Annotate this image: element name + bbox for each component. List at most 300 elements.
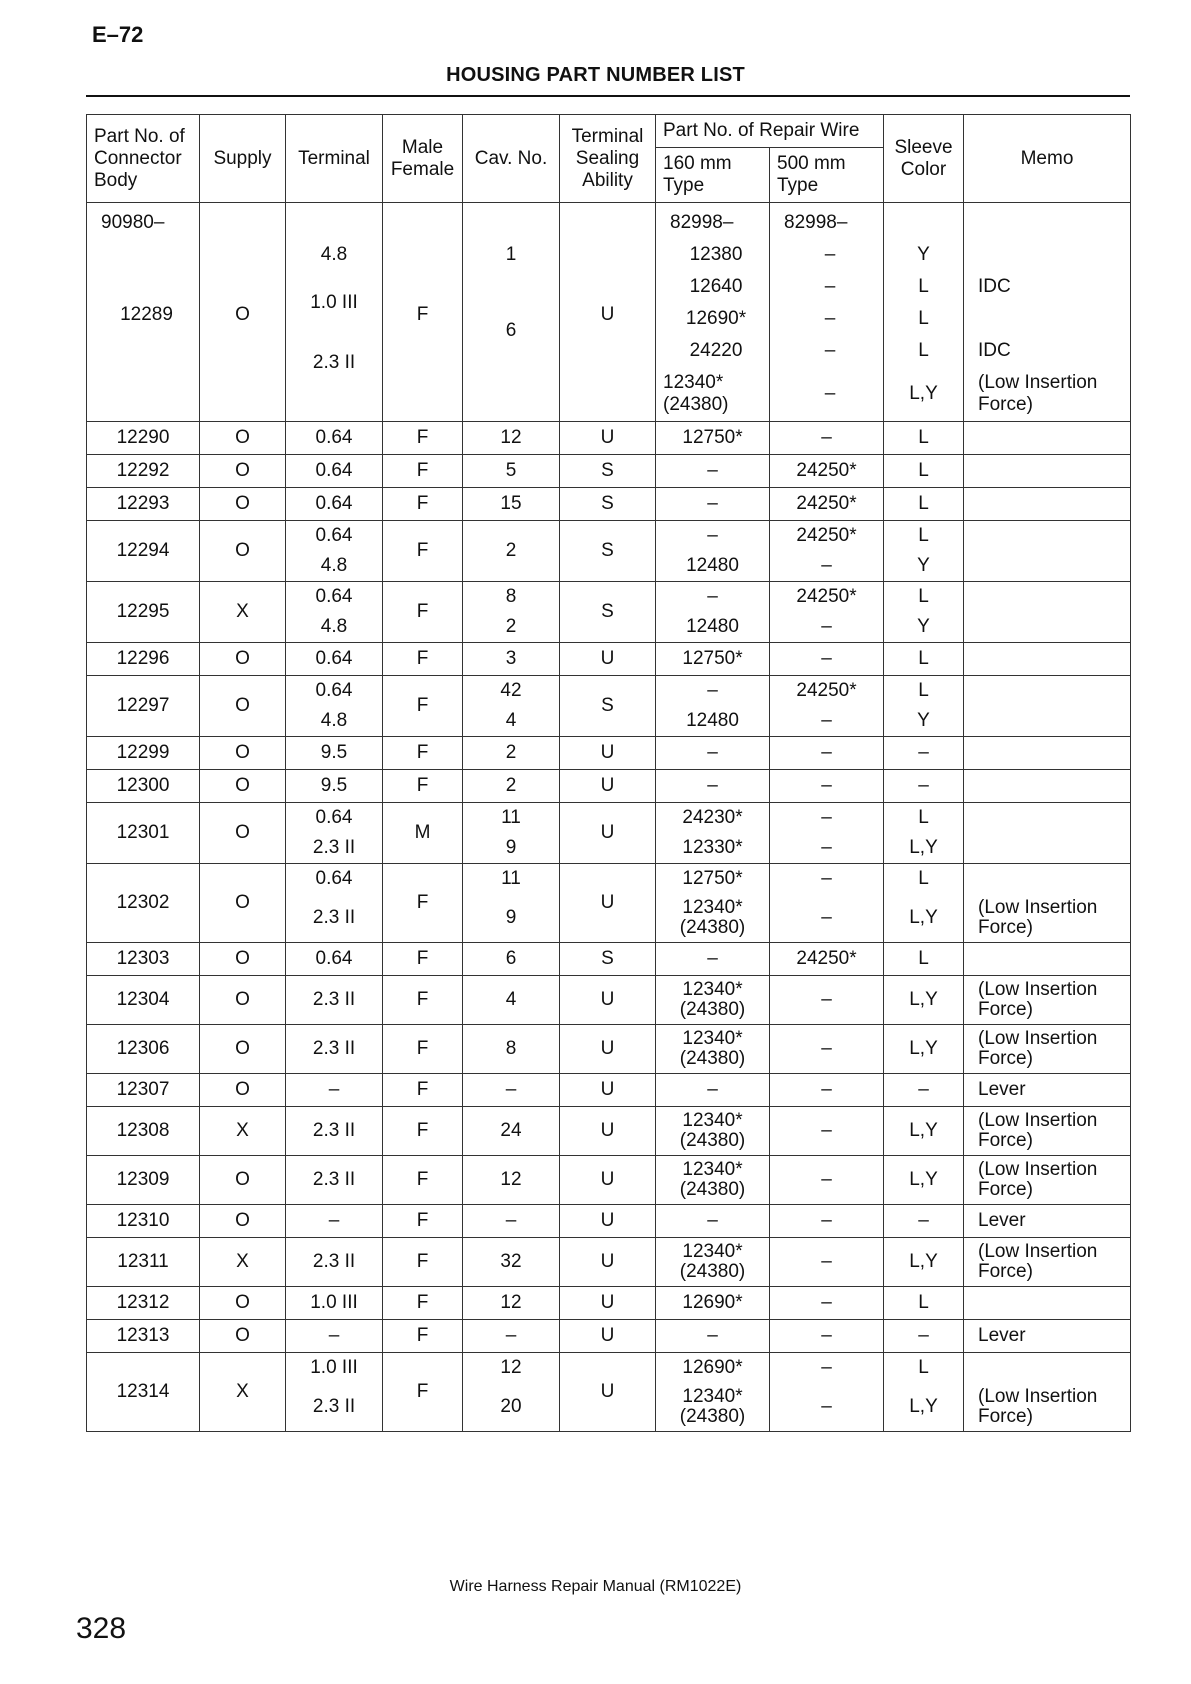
cav-value: 8 bbox=[505, 586, 517, 607]
cell-memo bbox=[964, 676, 1131, 737]
sealing-value: U bbox=[600, 1251, 615, 1272]
supply-value: O bbox=[235, 1038, 250, 1059]
cell-seal bbox=[560, 1107, 656, 1156]
mf-value: F bbox=[416, 948, 429, 969]
memo-value: (Low Insertion Force) bbox=[978, 1386, 1098, 1427]
cell-w500 bbox=[770, 1353, 884, 1432]
part-number: 12289 bbox=[120, 304, 173, 325]
cav-value: 6 bbox=[505, 320, 517, 341]
sleeve-value: L,Y bbox=[909, 1251, 938, 1272]
wire500-value: – bbox=[821, 1251, 832, 1272]
cell-cav bbox=[463, 1353, 560, 1432]
cav-value: 9 bbox=[505, 837, 517, 858]
sleeve-value: – bbox=[918, 775, 929, 796]
part-number: 12313 bbox=[116, 1325, 170, 1346]
cell-w160 bbox=[656, 422, 770, 455]
sealing-value: S bbox=[601, 460, 614, 481]
cell-cav bbox=[463, 582, 560, 643]
part-number: 12314 bbox=[116, 1381, 170, 1402]
cell-supply bbox=[200, 1353, 286, 1432]
wire500-value: 24250* bbox=[796, 586, 857, 607]
wire160-value: 12750* bbox=[682, 648, 743, 669]
cell-part bbox=[87, 1025, 200, 1074]
supply-value: O bbox=[235, 892, 250, 913]
table-body bbox=[87, 203, 1131, 1432]
wire160-value: 12480 bbox=[686, 555, 739, 576]
cell-part bbox=[87, 422, 200, 455]
cell-terminal bbox=[286, 1156, 383, 1205]
wire500-value: – bbox=[821, 742, 832, 763]
cell-cav bbox=[463, 488, 560, 521]
part-number: 12311 bbox=[117, 1251, 169, 1272]
part-number: 12299 bbox=[116, 742, 170, 763]
cell-seal bbox=[560, 488, 656, 521]
cell-sleeve bbox=[884, 1238, 964, 1287]
sleeve-value: – bbox=[918, 1079, 929, 1100]
memo-value: IDC bbox=[978, 276, 1011, 297]
cell-mf bbox=[383, 770, 463, 803]
cell-terminal bbox=[286, 203, 383, 422]
part-number: 12310 bbox=[116, 1210, 170, 1231]
wire160-value: 12340* (24380) bbox=[679, 1241, 746, 1282]
sleeve-value: L,Y bbox=[909, 907, 938, 928]
cell-supply bbox=[200, 864, 286, 943]
cell-part bbox=[87, 770, 200, 803]
cell-memo bbox=[964, 1287, 1131, 1320]
cell-part bbox=[87, 676, 200, 737]
cell-cav bbox=[463, 676, 560, 737]
cell-part bbox=[87, 1107, 200, 1156]
terminal-value: 2.3 II bbox=[312, 837, 356, 858]
wire500-value: 24250* bbox=[796, 460, 857, 481]
mf-value: F bbox=[416, 1325, 429, 1346]
header-supply: Supply bbox=[200, 115, 286, 203]
wire160-value: – bbox=[707, 948, 718, 969]
part-number: 12306 bbox=[116, 1038, 170, 1059]
sleeve-value: L bbox=[918, 648, 929, 669]
mf-value: F bbox=[416, 1381, 429, 1402]
wire500-value: – bbox=[824, 276, 836, 297]
cell-w500 bbox=[770, 488, 884, 521]
cav-value: 9 bbox=[505, 907, 517, 928]
part-number: 12304 bbox=[116, 989, 170, 1010]
memo-value bbox=[971, 739, 1130, 767]
cell-supply bbox=[200, 203, 286, 422]
terminal-value: 0.64 bbox=[315, 493, 353, 514]
table-row bbox=[87, 1025, 1131, 1074]
cell-w500 bbox=[770, 1287, 884, 1320]
sleeve-value: – bbox=[918, 1325, 929, 1346]
cell-w160 bbox=[656, 455, 770, 488]
cell-seal bbox=[560, 976, 656, 1025]
cell-w500 bbox=[770, 864, 884, 943]
cell-part bbox=[87, 1320, 200, 1353]
cell-mf bbox=[383, 521, 463, 582]
cav-value: 8 bbox=[505, 1038, 517, 1059]
cell-mf bbox=[383, 582, 463, 643]
wire500-value: – bbox=[821, 1038, 832, 1059]
memo-value: (Low Insertion Force) bbox=[978, 897, 1098, 938]
cell-memo bbox=[964, 203, 1131, 422]
cell-memo bbox=[964, 803, 1131, 864]
cell-supply bbox=[200, 803, 286, 864]
terminal-value: 2.3 II bbox=[312, 989, 356, 1010]
terminal-value: 2.3 II bbox=[312, 1038, 356, 1059]
terminal-value: 0.64 bbox=[315, 680, 353, 701]
cell-terminal bbox=[286, 1353, 383, 1432]
sealing-value: U bbox=[600, 1120, 615, 1141]
cell-mf bbox=[383, 1074, 463, 1107]
supply-value: O bbox=[235, 695, 250, 716]
part-number: 12300 bbox=[116, 775, 170, 796]
sealing-value: U bbox=[600, 892, 615, 913]
terminal-value: – bbox=[328, 1325, 340, 1346]
table-row bbox=[87, 1353, 1131, 1432]
cell-w500 bbox=[770, 455, 884, 488]
table-row bbox=[87, 455, 1131, 488]
cell-cav bbox=[463, 521, 560, 582]
mf-value: F bbox=[416, 1079, 429, 1100]
wire500-value: – bbox=[821, 868, 832, 889]
cell-w160 bbox=[656, 943, 770, 976]
cell-terminal bbox=[286, 676, 383, 737]
mf-value: F bbox=[416, 540, 429, 561]
memo-value bbox=[971, 645, 1130, 673]
sealing-value: U bbox=[600, 1079, 615, 1100]
memo-value bbox=[971, 819, 1130, 847]
cell-seal bbox=[560, 1205, 656, 1238]
cell-w160 bbox=[656, 1320, 770, 1353]
cell-mf bbox=[383, 737, 463, 770]
wire160-value: 12340* (24380) bbox=[679, 897, 746, 938]
supply-value: X bbox=[236, 601, 249, 622]
cell-supply bbox=[200, 1074, 286, 1107]
supply-value: O bbox=[235, 1325, 250, 1346]
cell-sleeve bbox=[884, 582, 964, 643]
cell-supply bbox=[200, 770, 286, 803]
cell-w500 bbox=[770, 1205, 884, 1238]
memo-value bbox=[971, 457, 1130, 485]
memo-value bbox=[971, 864, 1130, 894]
mf-value: F bbox=[416, 1251, 429, 1272]
cell-sleeve bbox=[884, 521, 964, 582]
cell-memo bbox=[964, 737, 1131, 770]
wire500-value: – bbox=[824, 308, 836, 329]
table-row bbox=[87, 1156, 1131, 1205]
cell-memo bbox=[964, 488, 1131, 521]
header-part-no: Part No. of Connector Body bbox=[87, 115, 200, 203]
cell-terminal bbox=[286, 1320, 383, 1353]
memo-value: IDC bbox=[978, 340, 1011, 361]
cell-sleeve bbox=[884, 864, 964, 943]
wire500-value: – bbox=[824, 383, 836, 404]
sealing-value: U bbox=[600, 742, 615, 763]
cell-sleeve bbox=[884, 943, 964, 976]
cell-mf bbox=[383, 803, 463, 864]
supply-value: O bbox=[235, 304, 250, 325]
sealing-value: U bbox=[600, 648, 615, 669]
cell-w160 bbox=[656, 521, 770, 582]
cell-supply bbox=[200, 1156, 286, 1205]
cell-terminal bbox=[286, 488, 383, 521]
memo-value: (Low Insertion Force) bbox=[978, 1028, 1098, 1069]
supply-value: O bbox=[235, 540, 250, 561]
cell-memo bbox=[964, 582, 1131, 643]
cell-supply bbox=[200, 737, 286, 770]
wire160-value: 12690* bbox=[685, 308, 747, 329]
cav-value: – bbox=[505, 1210, 517, 1231]
cell-terminal bbox=[286, 976, 383, 1025]
sleeve-value: – bbox=[918, 742, 929, 763]
cell-w160 bbox=[656, 1074, 770, 1107]
terminal-value: 2.3 II bbox=[312, 1396, 356, 1417]
cell-sleeve bbox=[884, 770, 964, 803]
wire160-value: – bbox=[707, 493, 718, 514]
cell-supply bbox=[200, 1238, 286, 1287]
table-row bbox=[87, 1238, 1131, 1287]
wire500-value: – bbox=[821, 1357, 832, 1378]
cell-supply bbox=[200, 488, 286, 521]
supply-value: O bbox=[235, 460, 250, 481]
cav-value: 12 bbox=[500, 1357, 522, 1378]
terminal-value: 0.64 bbox=[315, 525, 353, 546]
wire500-value: – bbox=[821, 616, 832, 637]
part-prefix: 90980– bbox=[101, 212, 165, 233]
mf-value: F bbox=[416, 1292, 429, 1313]
cell-memo bbox=[964, 1107, 1131, 1156]
mf-value: F bbox=[416, 493, 429, 514]
wire160-prefix: 82998– bbox=[670, 212, 734, 233]
terminal-value: 1.0 III bbox=[310, 1357, 358, 1378]
cell-w500 bbox=[770, 1238, 884, 1287]
wire160-value: – bbox=[707, 586, 718, 607]
cell-seal bbox=[560, 1238, 656, 1287]
wire500-value: – bbox=[821, 1120, 832, 1141]
cell-cav bbox=[463, 1205, 560, 1238]
cell-seal bbox=[560, 1320, 656, 1353]
cell-supply bbox=[200, 976, 286, 1025]
wire160-value: 12750* bbox=[682, 868, 743, 889]
terminal-value: – bbox=[328, 1079, 340, 1100]
cell-supply bbox=[200, 1205, 286, 1238]
wire160-value: – bbox=[707, 1210, 718, 1231]
wire160-value: 12750* bbox=[682, 427, 743, 448]
header-160mm: 160 mm Type bbox=[656, 148, 770, 203]
sealing-value: S bbox=[601, 601, 614, 622]
memo-value bbox=[971, 303, 1130, 335]
cell-seal bbox=[560, 582, 656, 643]
memo-value bbox=[971, 945, 1130, 973]
cell-mf bbox=[383, 1205, 463, 1238]
cell-part bbox=[87, 943, 200, 976]
cell-seal bbox=[560, 1353, 656, 1432]
cell-seal bbox=[560, 1287, 656, 1320]
cell-sleeve bbox=[884, 1074, 964, 1107]
mf-value: F bbox=[416, 1169, 429, 1190]
wire160-value: – bbox=[707, 680, 718, 701]
terminal-value: 0.64 bbox=[315, 807, 353, 828]
sleeve-value: L bbox=[918, 493, 929, 514]
terminal-value: 0.64 bbox=[315, 948, 353, 969]
sleeve-value: Y bbox=[917, 710, 930, 731]
memo-value: (Low Insertion Force) bbox=[978, 1159, 1098, 1200]
cell-seal bbox=[560, 643, 656, 676]
mf-value: F bbox=[416, 648, 429, 669]
sleeve-value: Y bbox=[917, 555, 930, 576]
cell-supply bbox=[200, 582, 286, 643]
supply-value: O bbox=[235, 1210, 250, 1231]
mf-value: F bbox=[416, 601, 429, 622]
cell-w500 bbox=[770, 1320, 884, 1353]
cell-mf bbox=[383, 1287, 463, 1320]
wire500-prefix: 82998– bbox=[784, 212, 848, 233]
cell-cav bbox=[463, 770, 560, 803]
memo-value: (Low Insertion Force) bbox=[978, 372, 1098, 415]
wire500-value: – bbox=[821, 807, 832, 828]
part-number: 12297 bbox=[116, 695, 170, 716]
terminal-value: 0.64 bbox=[315, 460, 353, 481]
terminal-value: 2.3 II bbox=[312, 1120, 356, 1141]
terminal-value: 0.64 bbox=[315, 427, 353, 448]
cell-part bbox=[87, 1074, 200, 1107]
cell-part bbox=[87, 643, 200, 676]
sealing-value: U bbox=[600, 775, 615, 796]
cell-terminal bbox=[286, 422, 383, 455]
cell-part bbox=[87, 737, 200, 770]
cell-terminal bbox=[286, 1238, 383, 1287]
supply-value: O bbox=[235, 989, 250, 1010]
cell-sleeve bbox=[884, 1025, 964, 1074]
cell-w160 bbox=[656, 643, 770, 676]
sealing-value: S bbox=[601, 540, 614, 561]
cell-sleeve bbox=[884, 455, 964, 488]
cell-sleeve bbox=[884, 203, 964, 422]
supply-value: X bbox=[236, 1381, 249, 1402]
cell-mf bbox=[383, 943, 463, 976]
wire160-value: 24220 bbox=[689, 340, 743, 361]
cell-seal bbox=[560, 1156, 656, 1205]
cav-value: 12 bbox=[500, 427, 522, 448]
memo-value: Lever bbox=[978, 1079, 1026, 1100]
cell-cav bbox=[463, 455, 560, 488]
supply-value: O bbox=[235, 1169, 250, 1190]
cell-terminal bbox=[286, 455, 383, 488]
cell-cav bbox=[463, 1238, 560, 1287]
sleeve-value: L bbox=[918, 1357, 929, 1378]
cell-part bbox=[87, 1156, 200, 1205]
sleeve-value: L,Y bbox=[909, 1396, 938, 1417]
sealing-value: U bbox=[600, 822, 615, 843]
wire160-value: 12340* (24380) bbox=[679, 1159, 746, 1200]
cav-value: 4 bbox=[505, 989, 517, 1010]
wire500-value: – bbox=[824, 340, 836, 361]
mf-value: F bbox=[416, 1120, 429, 1141]
table-row bbox=[87, 582, 1131, 643]
sealing-value: U bbox=[600, 1038, 615, 1059]
mf-value: F bbox=[416, 742, 429, 763]
cell-supply bbox=[200, 1287, 286, 1320]
cell-terminal bbox=[286, 770, 383, 803]
cell-terminal bbox=[286, 864, 383, 943]
cell-cav bbox=[463, 1025, 560, 1074]
cell-supply bbox=[200, 1320, 286, 1353]
cell-w500 bbox=[770, 1156, 884, 1205]
cell-memo bbox=[964, 521, 1131, 582]
cell-sleeve bbox=[884, 1320, 964, 1353]
memo-value bbox=[971, 239, 1130, 271]
wire160-value: – bbox=[707, 742, 718, 763]
cell-cav bbox=[463, 643, 560, 676]
cell-seal bbox=[560, 737, 656, 770]
cav-value: – bbox=[505, 1325, 517, 1346]
sealing-value: U bbox=[600, 304, 615, 325]
cell-seal bbox=[560, 1025, 656, 1074]
cell-part bbox=[87, 803, 200, 864]
supply-value: X bbox=[236, 1120, 249, 1141]
cell-seal bbox=[560, 770, 656, 803]
cell-part bbox=[87, 455, 200, 488]
memo-value: Lever bbox=[978, 1210, 1026, 1231]
part-number: 12303 bbox=[116, 948, 170, 969]
cell-part bbox=[87, 203, 200, 422]
cell-seal bbox=[560, 455, 656, 488]
cell-160mm bbox=[656, 203, 770, 422]
cell-memo bbox=[964, 1025, 1131, 1074]
cell-cav bbox=[463, 422, 560, 455]
cell-sleeve bbox=[884, 1287, 964, 1320]
mf-value: F bbox=[416, 775, 429, 796]
cell-memo bbox=[964, 1238, 1131, 1287]
cell-cav bbox=[463, 976, 560, 1025]
cell-mf bbox=[383, 455, 463, 488]
terminal-value: 0.64 bbox=[315, 648, 353, 669]
cell-w160 bbox=[656, 1287, 770, 1320]
cell-w160 bbox=[656, 1025, 770, 1074]
wire500-value: – bbox=[821, 555, 832, 576]
cell-sleeve bbox=[884, 1107, 964, 1156]
table-row bbox=[87, 203, 1131, 422]
wire500-value: 24250* bbox=[796, 525, 857, 546]
mf-value: F bbox=[416, 892, 429, 913]
header-terminal: Terminal bbox=[286, 115, 383, 203]
sleeve-value: L,Y bbox=[909, 989, 938, 1010]
table-row bbox=[87, 643, 1131, 676]
table-row bbox=[87, 1074, 1131, 1107]
cell-sealing bbox=[560, 203, 656, 422]
terminal-value: 9.5 bbox=[320, 742, 348, 763]
cell-w500 bbox=[770, 1074, 884, 1107]
sleeve-value: L bbox=[918, 460, 929, 481]
sealing-value: S bbox=[601, 493, 614, 514]
cell-supply bbox=[200, 676, 286, 737]
sealing-value: U bbox=[600, 1210, 615, 1231]
header-cav-no: Cav. No. bbox=[463, 115, 560, 203]
terminal-value: 0.64 bbox=[315, 868, 353, 889]
cell-sleeve bbox=[884, 803, 964, 864]
cell-cav bbox=[463, 1107, 560, 1156]
page-title: HOUSING PART NUMBER LIST bbox=[446, 64, 745, 86]
cell-supply bbox=[200, 1025, 286, 1074]
cell-mf bbox=[383, 1238, 463, 1287]
cell-cav bbox=[463, 864, 560, 943]
cell-terminal bbox=[286, 582, 383, 643]
part-number: 12312 bbox=[116, 1292, 170, 1313]
cell-supply bbox=[200, 643, 286, 676]
wire500-value: – bbox=[821, 648, 832, 669]
terminal-value: 4.8 bbox=[320, 555, 348, 576]
cell-cav bbox=[463, 203, 560, 422]
cav-value: 2 bbox=[505, 540, 517, 561]
